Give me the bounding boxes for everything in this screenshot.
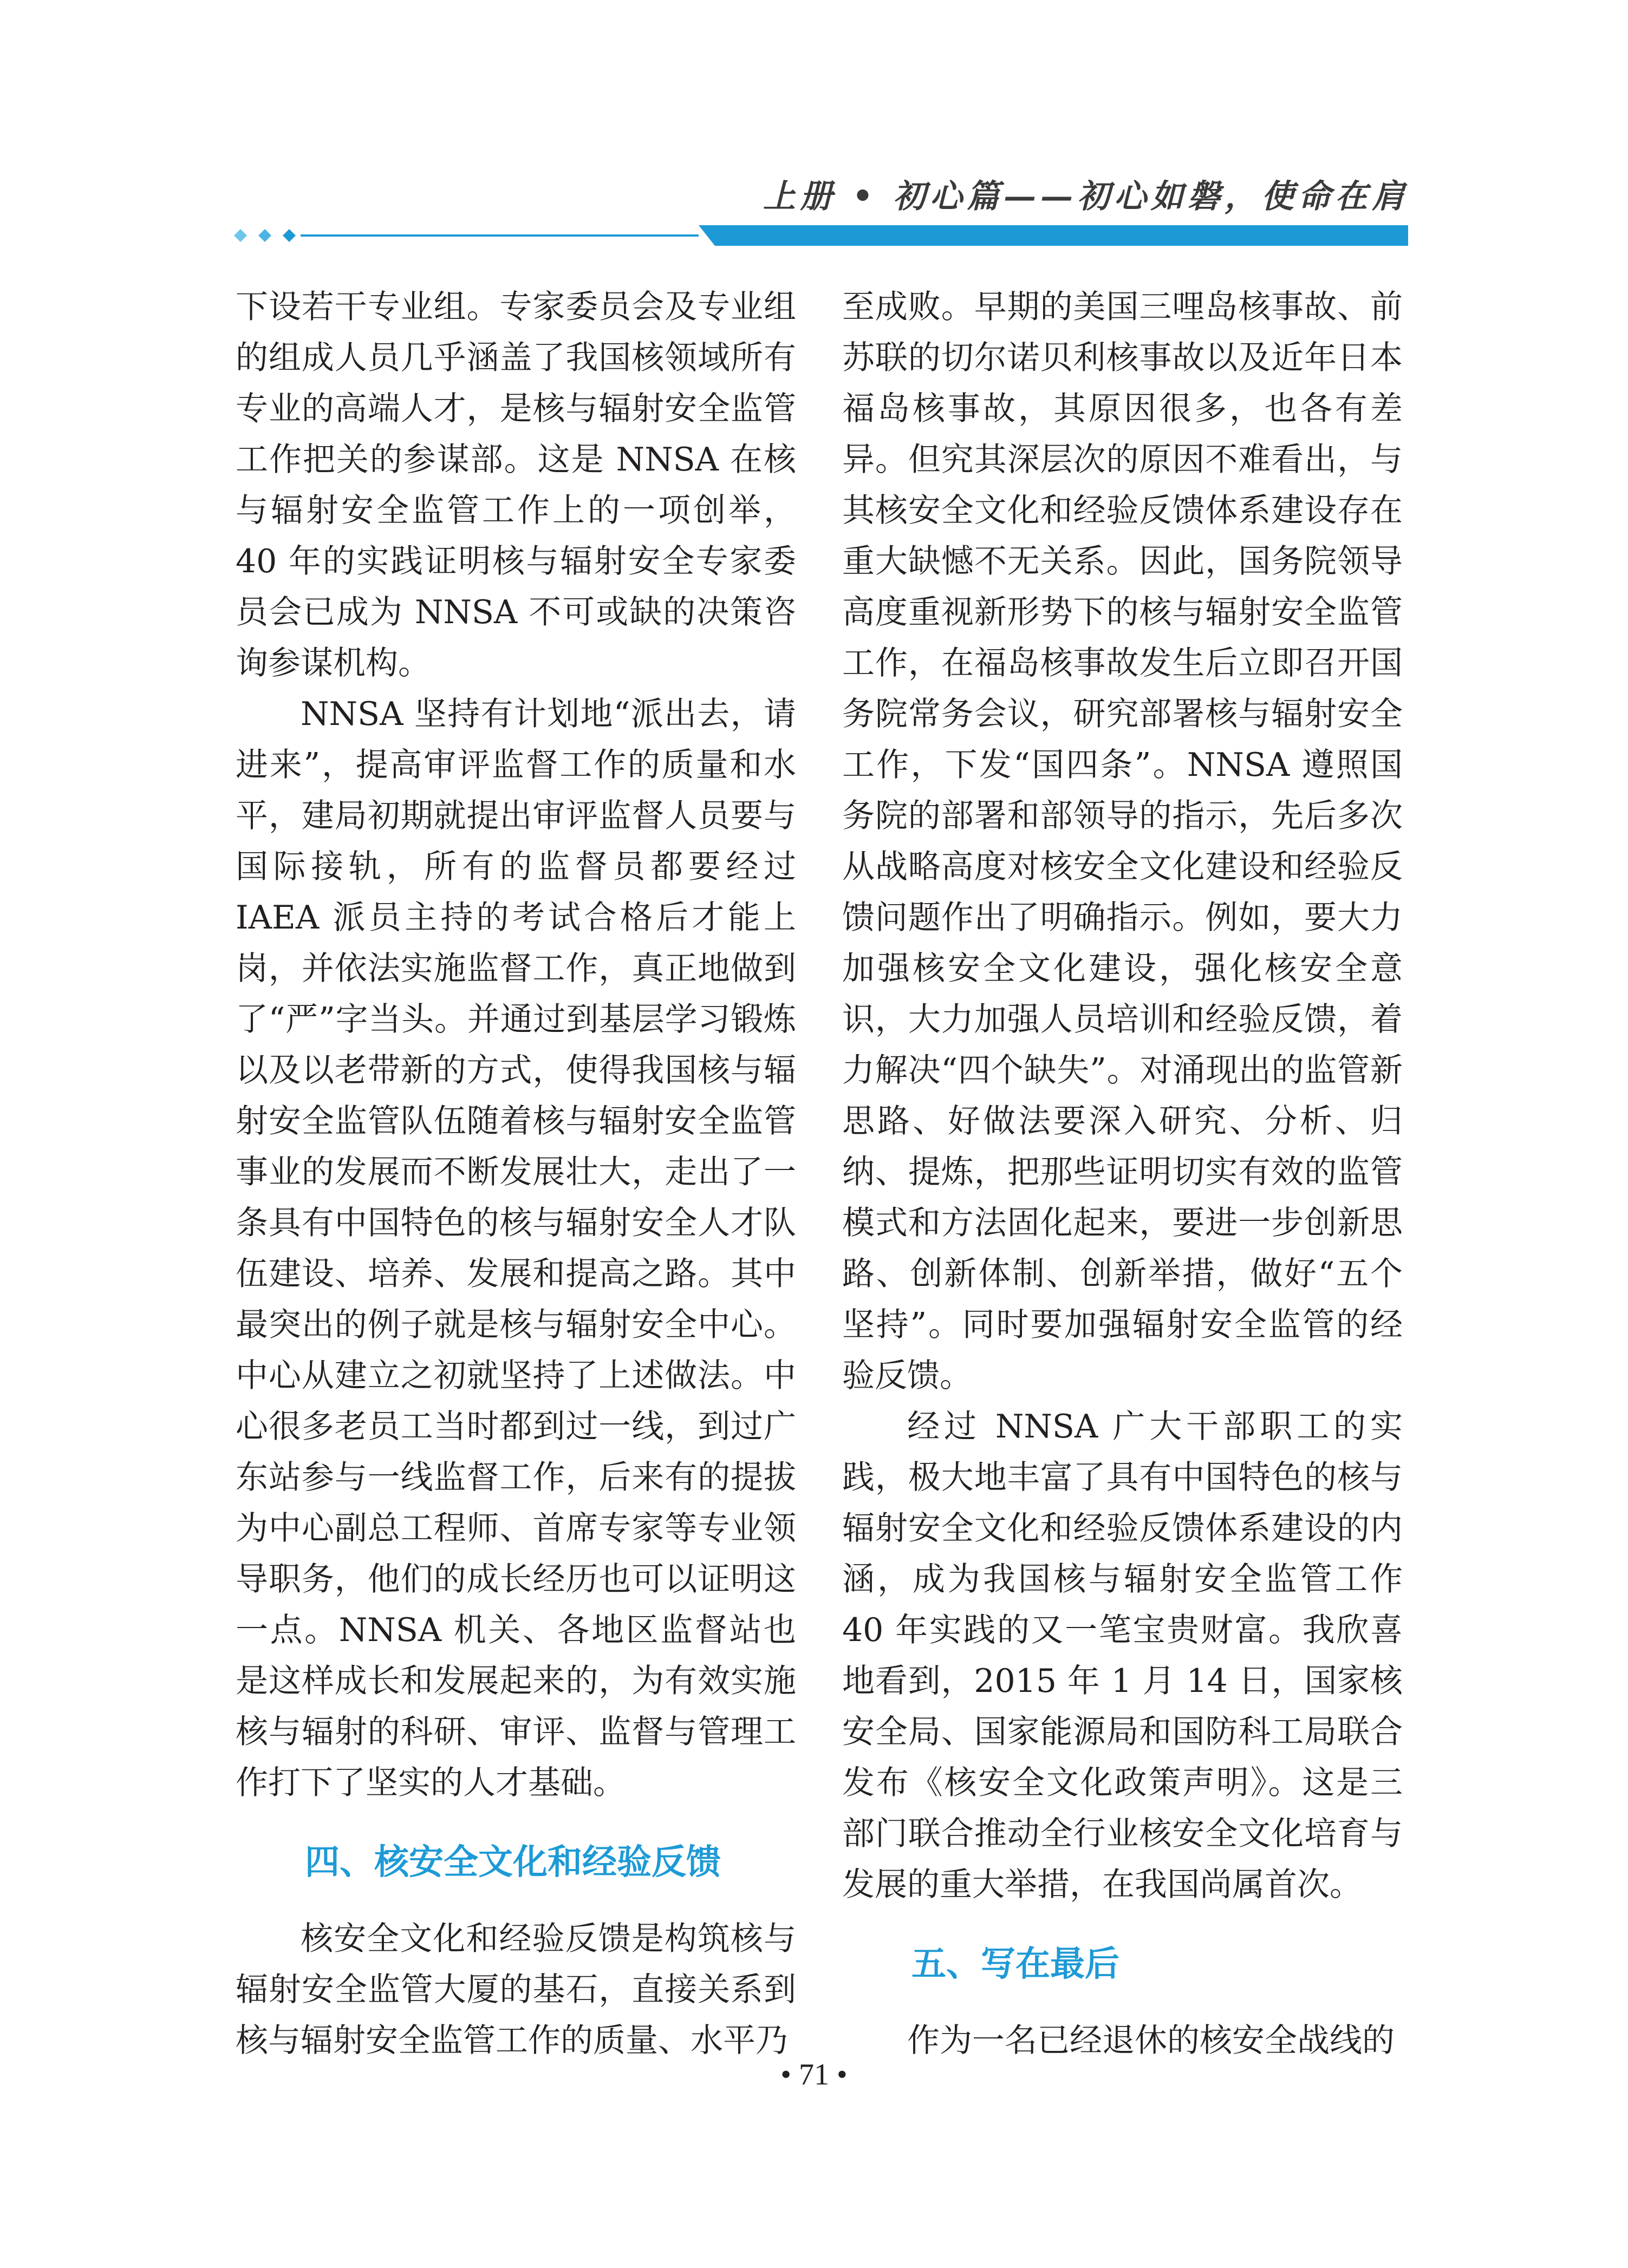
- right-column: [842, 282, 1403, 2066]
- paragraph: NNSA 坚持有计划地“派出去，请进来”，提高审评监督工作的质量和水平，建局初期就提出审评监督人员要与国际接轨，所有的监督员都要经过 IAEA 派员主持的考试合格后才能上岗，并依法实施监督工作，真正地做到了“严”字当头。并通过到基层学习锻炼以及以老带新的方式，使得我国核与辐射安全监管队伍随着核与辐射安全监管事业的发展而不断发展壮大，走出了一条具有中国特色的核与辐射安全人才队伍建设、培养、发展和提高之路。其中最突出的例子就是核与辐射安全中心。中心从建立之初就坚持了上述做法。中心很多老员工当时都到过一线，到过广东站参与一线监督工作，后来有的提拔为中心副总工程师、首席专家等专业领导职务，他们的成长经历也可以证明这一点。NNSA 机关、各地区监督站也是这样成长和发展起来的，为有效实施核与辐射的科研、审评、监督与管理工作打下了坚实的人才基础。: [236, 695, 796, 1802]
- paragraph: 经过 NNSA 广大干部职工的实践，极大地丰富了具有中国特色的核与辐射安全文化和经验反馈体系建设的内涵，成为我国核与辐射安全监管工作 40 年实践的又一笔宝贵财富。我欣喜地看到，2015 年 1 月 14 日，国家核安全局、国家能源局和国防科工局联合发布《核安全文化政策声明》。这是三部门联合推动全行业核安全文化培育与发展的重大举措，在我国尚属首次。: [842, 1408, 1403, 1904]
- page-number: • 71 •: [780, 2058, 848, 2091]
- section-heading-4: 四、核安全文化和经验反馈: [305, 1842, 721, 1883]
- section-heading-5: 五、写在最后: [911, 1944, 1119, 1984]
- paragraph: 核安全文化和经验反馈是构筑核与辐射安全监管大厦的基石，直接关系到核与辐射安全监管工作的质量、水平乃: [236, 1920, 796, 2060]
- paragraph: 下设若干专业组。专家委员会及专业组的组成人员几乎涵盖了我国核领域所有专业的高端人才，是核与辐射安全监管工作把关的参谋部。这是 NNSA 在核与辐射安全监管工作上的一项创举，40 年的实践证明核与辐射安全专家委员会已成为 NNSA 不可或缺的决策咨询参谋机构。: [236, 288, 796, 682]
- running-head: 上册 • 初心篇——初心如磐，使命在肩: [763, 178, 1409, 215]
- left-column: [236, 282, 796, 2066]
- paragraph: 作为一名已经退休的核安全战线的: [907, 2022, 1395, 2060]
- paragraph: 至成败。早期的美国三哩岛核事故、前苏联的切尔诺贝利核事故以及近年日本福岛核事故，其原因很多，也各有差异。但究其深层次的原因不难看出，与其核安全文化和经验反馈体系建设存在重大缺憾不无关系。因此，国务院领导高度重视新形势下的核与辐射安全监管工作，在福岛核事故发生后立即召开国务院常务会议，研究部署核与辐射安全工作，下发“国四条”。NNSA 遵照国务院的部署和部领导的指示，先后多次从战略高度对核安全文化建设和经验反馈问题作出了明确指示。例如，要大力加强核安全文化建设，强化核安全意识，大力加强人员培训和经验反馈，着力解决“四个缺失”。对涌现出的监管新思路、好做法要深入研究、分析、归纳、提炼，把那些证明切实有效的监管模式和方法固化起来，要进一步创新思路、创新体制、创新举措，做好“五个坚持”。同时要加强辐射安全监管的经验反馈。: [842, 288, 1403, 1395]
- three-diamonds-icon: [234, 229, 296, 242]
